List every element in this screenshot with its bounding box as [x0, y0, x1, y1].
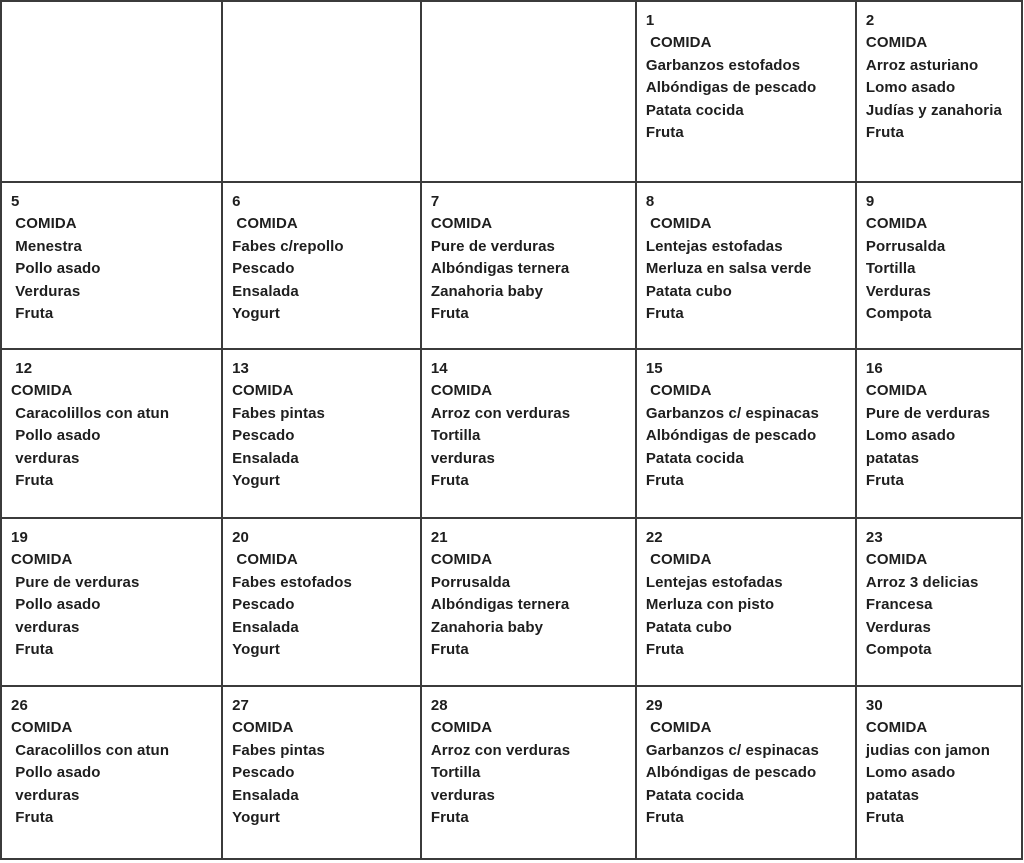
menu-item: Fruta — [430, 472, 469, 490]
comida-label: COMIDA — [11, 551, 73, 569]
comida-label: COMIDA — [865, 215, 928, 233]
comida-label: COMIDA — [11, 382, 73, 400]
menu-item: Lomo asado — [865, 427, 956, 445]
calendar-cell-day-27 — [223, 687, 422, 858]
comida-label: COMIDA — [430, 215, 493, 233]
day-number: 23 — [865, 529, 883, 546]
calendar-cell-day-7 — [422, 183, 637, 350]
menu-item: verduras — [11, 786, 80, 804]
menu-item: Fabes pintas — [232, 741, 326, 759]
menu-item: verduras — [11, 449, 80, 467]
day-number: 14 — [430, 360, 448, 377]
menu-item: Albóndigas ternera — [430, 596, 570, 614]
menu-item: Fruta — [865, 809, 904, 827]
menu-item: Patata cubo — [645, 618, 732, 636]
menu-item: Pollo asado — [11, 764, 101, 782]
day-number: 5 — [11, 193, 20, 210]
menu-item: Merluza con pisto — [645, 596, 775, 614]
comida-label: COMIDA — [645, 719, 712, 737]
day-number: 21 — [430, 529, 448, 546]
menu-item: Arroz con verduras — [430, 741, 571, 759]
menu-item: Yogurt — [232, 305, 280, 323]
calendar-cell-day-15 — [637, 350, 857, 519]
menu-item: Fruta — [645, 305, 684, 323]
menu-item: patatas — [865, 786, 920, 804]
menu-item: Tortilla — [430, 427, 481, 445]
menu-item: Fruta — [11, 472, 54, 490]
menu-item: Verduras — [865, 282, 931, 300]
menu-item: Pollo asado — [11, 596, 101, 614]
calendar-cell-day-23 — [857, 519, 1021, 687]
day-number: 16 — [865, 360, 883, 377]
calendar-cell-day-26 — [2, 687, 223, 858]
menu-item: Yogurt — [232, 809, 280, 827]
day-number: 6 — [232, 193, 241, 210]
calendar-cell-day-13 — [223, 350, 422, 519]
calendar-cell-day-5 — [2, 183, 223, 350]
menu-item: Fabes c/repollo — [232, 237, 344, 255]
comida-label: COMIDA — [232, 551, 298, 569]
menu-item: Patata cocida — [645, 786, 744, 804]
menu-item: Arroz con verduras — [430, 404, 571, 422]
menu-item: Verduras — [11, 282, 81, 300]
comida-label: COMIDA — [645, 215, 712, 233]
menu-item: Yogurt — [232, 472, 280, 490]
menu-item: Pure de verduras — [430, 237, 555, 255]
menu-item: Patata cocida — [645, 101, 744, 119]
comida-label: COMIDA — [11, 215, 77, 233]
comida-label: COMIDA — [11, 719, 73, 737]
menu-item: Ensalada — [232, 786, 299, 804]
day-number: 20 — [232, 529, 249, 546]
calendar-cell-day-2 — [857, 2, 1021, 183]
calendar-cell-day-22 — [637, 519, 857, 687]
menu-item: Pollo asado — [11, 427, 101, 445]
menu-item: verduras — [11, 618, 80, 636]
menu-item: Porrusalda — [865, 237, 946, 255]
day-number: 13 — [232, 360, 249, 377]
calendar-cell-empty — [422, 2, 637, 183]
calendar-cell-day-6 — [223, 183, 422, 350]
comida-label: COMIDA — [865, 551, 928, 569]
calendar-cell-day-8 — [637, 183, 857, 350]
comida-label: COMIDA — [232, 719, 294, 737]
menu-item: Fruta — [645, 641, 684, 659]
calendar-cell-day-20 — [223, 519, 422, 687]
menu-item: Garbanzos c/ espinacas — [645, 741, 819, 759]
comida-label: COMIDA — [865, 382, 928, 400]
day-number: 9 — [865, 193, 875, 210]
calendar-cell-day-1 — [637, 2, 857, 183]
calendar-cell-empty — [223, 2, 422, 183]
menu-item: Tortilla — [430, 764, 481, 782]
calendar-cell-day-16 — [857, 350, 1021, 519]
menu-item: Patata cubo — [645, 282, 732, 300]
day-number: 7 — [430, 193, 440, 210]
day-number: 2 — [865, 12, 875, 29]
menu-item: Zanahoria baby — [430, 282, 544, 300]
comida-label: COMIDA — [232, 215, 298, 233]
day-number: 27 — [232, 697, 249, 714]
menu-item: Fruta — [865, 472, 904, 490]
comida-label: COMIDA — [430, 551, 493, 569]
menu-item: Yogurt — [232, 641, 280, 659]
day-number: 22 — [645, 529, 663, 546]
day-number: 19 — [11, 529, 28, 546]
day-number: 15 — [645, 360, 663, 377]
menu-item: Pescado — [232, 427, 295, 445]
menu-item: Francesa — [865, 596, 933, 614]
menu-item: Fruta — [11, 641, 54, 659]
day-number: 1 — [645, 12, 655, 29]
comida-label: COMIDA — [645, 34, 712, 52]
menu-item: Pescado — [232, 596, 295, 614]
menu-item: Fabes pintas — [232, 404, 326, 422]
menu-item: Ensalada — [232, 282, 299, 300]
menu-item: Lentejas estofadas — [645, 237, 783, 255]
menu-item: Fruta — [430, 305, 469, 323]
menu-item: Fruta — [11, 809, 54, 827]
calendar-cell-day-19 — [2, 519, 223, 687]
menu-item: Albóndigas de pescado — [645, 764, 817, 782]
calendar-cell-day-9 — [857, 183, 1021, 350]
menu-item: Caracolillos con atun — [11, 404, 170, 422]
menu-item: Fruta — [645, 809, 684, 827]
calendar-cell-day-12 — [2, 350, 223, 519]
menu-item: Judías y zanahoria — [865, 101, 1002, 119]
comida-label: COMIDA — [645, 382, 712, 400]
menu-item: Compota — [865, 305, 932, 323]
menu-item: Compota — [865, 641, 932, 659]
day-number: 29 — [645, 697, 663, 714]
menu-item: Caracolillos con atun — [11, 741, 170, 759]
menu-item: Fruta — [645, 124, 684, 142]
menu-item: verduras — [430, 786, 495, 804]
menu-item: verduras — [430, 449, 495, 467]
calendar-cell-day-28 — [422, 687, 637, 858]
menu-item: judias con jamon — [865, 741, 991, 759]
menu-item: Albóndigas ternera — [430, 260, 570, 278]
menu-item: Tortilla — [865, 260, 916, 278]
menu-item: Lentejas estofadas — [645, 573, 783, 591]
day-number: 30 — [865, 697, 883, 714]
comida-label: COMIDA — [430, 382, 493, 400]
calendar-cell-day-14 — [422, 350, 637, 519]
menu-item: Fruta — [645, 472, 684, 490]
calendar-cell-day-21 — [422, 519, 637, 687]
menu-item: Fruta — [865, 124, 904, 142]
day-number: 28 — [430, 697, 448, 714]
menu-item: Lomo asado — [865, 764, 956, 782]
menu-item: Zanahoria baby — [430, 618, 544, 636]
calendar-cell-empty — [2, 2, 223, 183]
day-number: 12 — [11, 360, 33, 377]
menu-item: Ensalada — [232, 449, 299, 467]
menu-item: Fruta — [11, 305, 54, 323]
menu-item: Lomo asado — [865, 79, 956, 97]
day-number: 8 — [645, 193, 655, 210]
comida-label: COMIDA — [645, 551, 712, 569]
comida-label: COMIDA — [430, 719, 493, 737]
menu-item: Fruta — [430, 809, 469, 827]
menu-item: Menestra — [11, 237, 82, 255]
menu-item: Patata cocida — [645, 449, 744, 467]
menu-item: Pure de verduras — [11, 573, 140, 591]
menu-item: Arroz 3 delicias — [865, 573, 979, 591]
menu-item: Ensalada — [232, 618, 299, 636]
day-number: 26 — [11, 697, 28, 714]
menu-item: Garbanzos c/ espinacas — [645, 404, 819, 422]
menu-item: Pollo asado — [11, 260, 101, 278]
menu-item: Albóndigas de pescado — [645, 79, 817, 97]
menu-item: Fruta — [430, 641, 469, 659]
menu-item: Albóndigas de pescado — [645, 427, 817, 445]
menu-item: Porrusalda — [430, 573, 511, 591]
menu-item: Pure de verduras — [865, 404, 991, 422]
menu-item: Merluza en salsa verde — [645, 260, 812, 278]
menu-item: patatas — [865, 449, 920, 467]
menu-item: Garbanzos estofados — [645, 56, 801, 74]
comida-label: COMIDA — [865, 719, 928, 737]
menu-item: Arroz asturiano — [865, 56, 979, 74]
calendar-cell-day-30 — [857, 687, 1021, 858]
menu-item: Verduras — [865, 618, 931, 636]
comida-label: COMIDA — [232, 382, 294, 400]
menu-item: Fabes estofados — [232, 573, 352, 591]
menu-item: Pescado — [232, 764, 295, 782]
calendar-cell-day-29 — [637, 687, 857, 858]
menu-item: Pescado — [232, 260, 295, 278]
comida-label: COMIDA — [865, 34, 928, 52]
